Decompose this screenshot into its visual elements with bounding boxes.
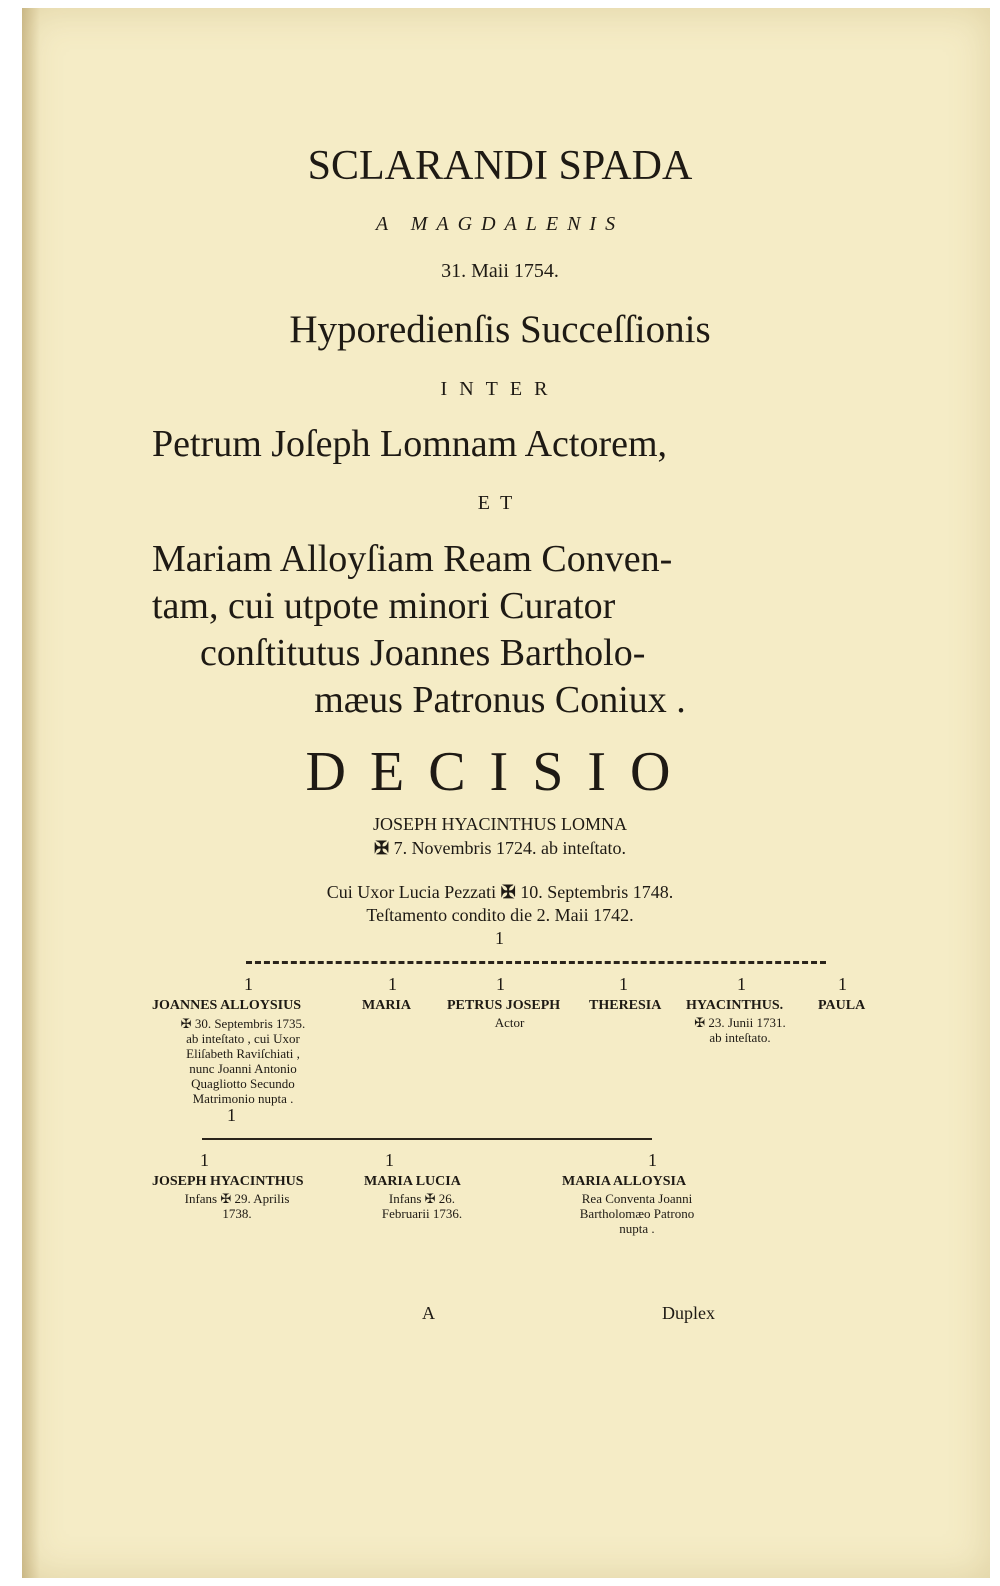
root-person-death (0, 838, 1000, 859)
grandchild-name: MARIA ALLOYSIA (562, 1174, 687, 1189)
note-line: ab inteſtato. (709, 1030, 771, 1045)
child-notes (148, 1016, 338, 1106)
child-name: THERESIA (589, 998, 662, 1013)
tree-tick: 1 (388, 974, 397, 994)
title-name: SCLARANDI SPADA (307, 143, 693, 189)
tree-tick: 1 (385, 1150, 394, 1170)
grandchild-notes (152, 1191, 322, 1221)
child-name: PAULA (818, 998, 866, 1013)
note-line: nupta . (619, 1221, 655, 1236)
party-two-line-4: mæus Patronus Coniux . (314, 679, 686, 721)
note-line: Bartholomæo Patrono (579, 1206, 695, 1221)
note-line: ✠ 30. Septembris 1735. (180, 1016, 306, 1031)
catchword: Duplex (662, 1303, 715, 1323)
inter-label: INTER (440, 378, 560, 400)
note-line: Februarii 1736. (381, 1206, 463, 1221)
tree-tick: 1 (838, 974, 847, 994)
note-line: ab inteſtato , cui Uxor (186, 1031, 300, 1046)
grandchild-name: MARIA LUCIA (364, 1174, 461, 1189)
child-name: MARIA (362, 998, 411, 1013)
note-line: Eliſabeth Raviſchiati , (186, 1046, 300, 1061)
wife-line-2: Teſtamento condito die 2. Maii 1742. (366, 905, 634, 925)
tree-tick: 1 (244, 974, 253, 994)
note-line: nunc Joanni Antonio (189, 1061, 297, 1076)
note-line: ✠ 23. Junii 1731. (694, 1015, 786, 1030)
child-name: PETRUS JOSEPH (447, 998, 561, 1013)
page-signature: A (422, 1303, 435, 1323)
child-name: HYACINTHUS. (686, 998, 784, 1013)
tree-tick: 1 (227, 1105, 236, 1125)
tree-tick: 1 (200, 1150, 209, 1170)
note-line: Actor (494, 1015, 525, 1030)
tree-rule-grandchildren (202, 1138, 652, 1140)
title-date: 31. Maii 1754. (441, 260, 559, 282)
party-two-line-2: tam, cui utpote minori Curator (152, 585, 616, 627)
title-subject: Hyporedienſis Succeſſionis (289, 308, 711, 351)
party-one: Petrum Joſeph Lomnam Actorem, (152, 423, 668, 465)
child-notes (447, 1015, 572, 1030)
child-notes (680, 1015, 800, 1045)
tree-tick: 1 (619, 974, 628, 994)
party-two-line-1: Mariam Alloyſiam Ream Conven- (152, 538, 673, 580)
tree-rule-children (246, 961, 826, 964)
note-line: Infans ✠ 26. (388, 1191, 456, 1206)
note-line: Infans ✠ 29. Aprilis (184, 1191, 290, 1206)
tree-tick: 1 (737, 974, 746, 994)
decisio-heading: DECISIO (305, 741, 695, 803)
note-line: Matrimonio nupta . (192, 1091, 294, 1106)
tree-tick: 1 (496, 974, 505, 994)
tree-tick: 1 (648, 1150, 657, 1170)
grandchild-notes (552, 1191, 722, 1236)
child-name: JOANNES ALLOYSIUS (152, 998, 301, 1013)
wife-death: 10. Septembris 1748. (520, 882, 674, 902)
note-line: Quagliotto Secundo (191, 1076, 295, 1091)
grandchild-notes (362, 1191, 482, 1221)
note-line: 1738. (222, 1206, 252, 1221)
wife-line-1 (0, 882, 1000, 903)
tree-tick: 1 (495, 928, 504, 948)
cross-icon: ✠ (373, 838, 390, 858)
wife-name: Cui Uxor Lucia Pezzati (326, 882, 497, 902)
root-death-text: 7. Novembris 1724. ab inteſtato. (393, 838, 627, 858)
party-two-line-3: conſtitutus Joannes Bartholo- (200, 632, 646, 674)
et-label: ET (477, 492, 523, 514)
root-person-name: JOSEPH HYACINTHUS LOMNA (372, 814, 628, 834)
cross-icon: ✠ (500, 882, 516, 902)
title-origin: A MAGDALENIS (375, 213, 625, 235)
note-line: Rea Conventa Joanni (581, 1191, 693, 1206)
grandchild-name: JOSEPH HYACINTHUS (152, 1174, 304, 1189)
